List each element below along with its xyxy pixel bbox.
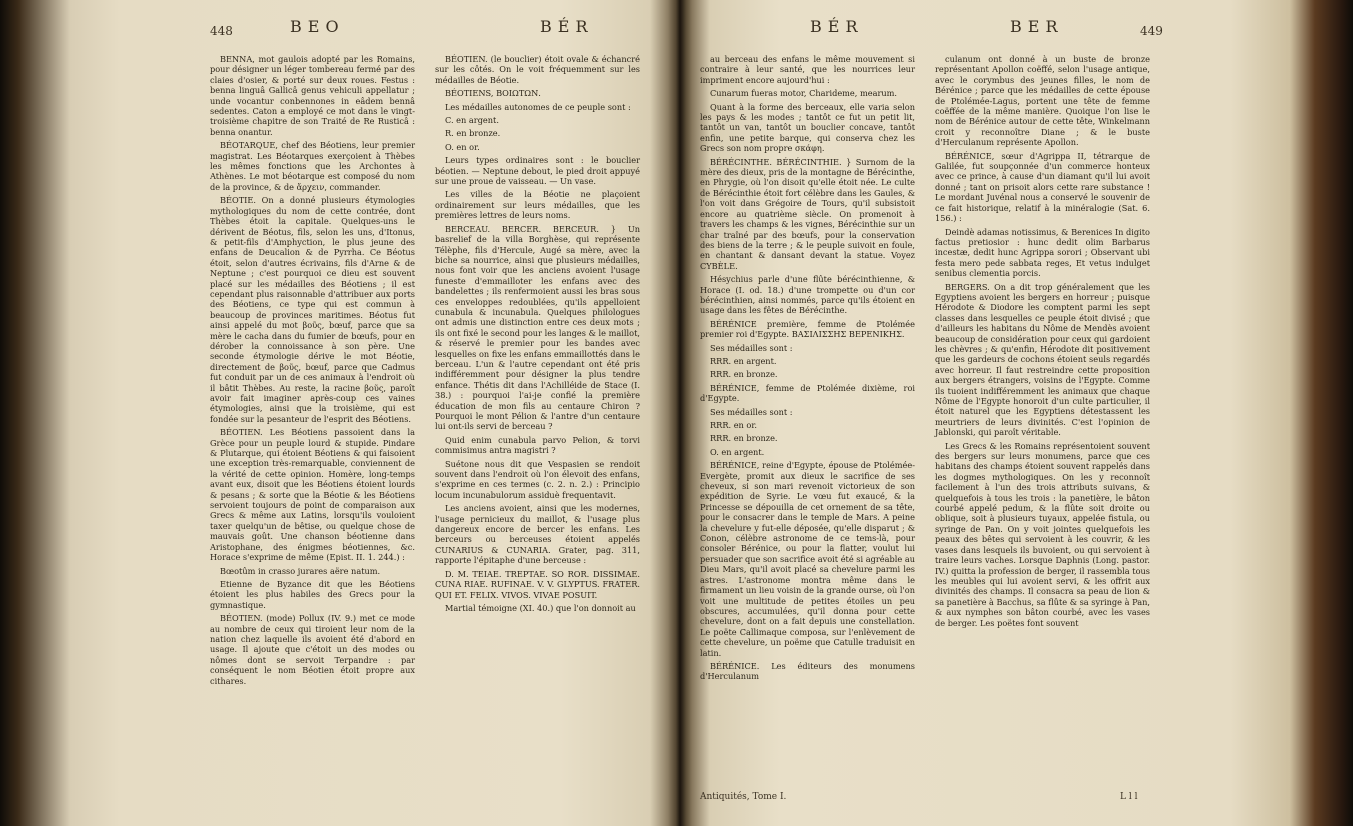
right-header-left: BÉR bbox=[810, 17, 864, 36]
paragraph: au berceau des enfans le même mouvement si contraire à leur santé, que les nourrices leur impriment encore aujourd'hui : bbox=[700, 54, 915, 85]
paragraph: R. en bronze. bbox=[445, 128, 501, 139]
paragraph: D. M. TEIAE. TREPTAE. SO ROR. DISSIMAE. CUNA RIAE. RUFINAE. V. V. GLYPTUS. FRATER. QUI ET. FELIX. VIVOS. VIVAE POSUIT. bbox=[435, 568, 640, 600]
paragraph: Leurs types ordinaires sont : le bouclier béotien. — Neptune debout, le pied droit appuyé sur une proue de vaisseau. — Un vase. bbox=[435, 155, 640, 187]
paragraph: Quant à la forme des berceaux, elle varia selon les pays & les modes ; tantôt ce fut un petit lit, tantôt un van, tantôt un bouclier concave, tantôt enfin, une petite barque, qui conserva chez les Grecs son nom propre σκάφη. bbox=[700, 101, 915, 154]
book-gutter bbox=[668, 0, 692, 826]
paragraph: RRR. en bronze. bbox=[710, 433, 778, 444]
paragraph: RRR. en bronze. bbox=[710, 369, 778, 380]
paragraph: Hésychius parle d'une flûte bérécinthienne, & Horace (I. od. 18.) d'une trompette ou d'un cor bérécinthien, ainsi nommés, parce qu'ils étoient en usage dans les fêtes de Bérécinthe. bbox=[700, 274, 915, 316]
paragraph: Les anciens avoient, ainsi que les modernes, l'usage pernicieux du maillot, & l'usage plus dangereux encore de bercer les enfans. Les berceurs ou berceuses étoient appelés CUNARIUS & CUNARIA. Grater, pag. 311, rapporte l'épitaphe d'une berceuse : bbox=[435, 503, 640, 566]
right-page-column-1 bbox=[700, 54, 915, 685]
paragraph: Martial témoigne (XI. 40.) que l'on donnoit au bbox=[445, 602, 636, 613]
signature-mark: L l l bbox=[1120, 792, 1138, 802]
paragraph: O. en argent. bbox=[710, 446, 765, 457]
paragraph: Les Grecs & les Romains représentoient souvent des bergers sur leurs monumens, parce que ces habitans des champs étoient souvent rappelés dans les dogmes mythologiques. On les y reconnoît facilement à l'un des trois attributs suivans, & quelquefois à tous les trois : la panetière, le bâton courbé appelé pedum, & la flûte soit droite ou oblique, soit à plusieurs tuyaux, appelée fistula, ou syringe de Pan. On y voit jointes quelquefois les peaux des bêtes qui servoient à les couvrir, & les vases dans lesquels ils buvoient, ou qui servoient à traire leurs vaches. Lorsque Daphnis (Long. pastor. IV.) quitta la profession de berger, il rassembla tous les meubles qui lui avoient servi, & les offrit aux divinités des champs. Il consacra sa peau de lion & sa panetière à Bacchus, sa flûte & sa syringe à Pan, & aux nymphes son bâton courbé, avec les vases de berger. Les poëtes font souvent bbox=[935, 440, 1150, 628]
paragraph: Bœotûm in crasso jurares aëre natum. bbox=[220, 565, 381, 576]
left-page-header bbox=[210, 17, 650, 46]
right-page-number: 449 bbox=[1140, 24, 1163, 38]
paragraph: Etienne de Byzance dit que les Béotiens étoient les plus habiles des Grecs pour la gymnastique. bbox=[210, 578, 415, 610]
paragraph: BÉRÉNICE. Les éditeurs des monumens d'Herculanum bbox=[700, 660, 915, 682]
paragraph: BÉRÉNICE, reine d'Egypte, épouse de Ptolémée-Evergète, promit aux dieux le sacrifice de ses cheveux, si son mari revenoit victorieux de son expédition de Syrie. Le vœu fut exaucé, & la Princesse se dépouilla de cet ornement de sa tête, pour le consacrer dans le temple de Mars. A peine la chevelure y fut-elle déposée, qu'elle disparut ; & Conon, célèbre astronome de ce tems-là, pour consoler Bérénice, ou pour la flatter, voulut lui persuader que son sacrifice avoit été si agréable au Dieu Mars, qu'il avoit placé sa chevelure parmi les astres. L'astronome montra même dans le firmament un lieu voisin de la grande ourse, où l'on voit une multitude de petites étoiles un peu obscures, accumulées, qu'il donna pour cette chevelure, dont on a fait depuis une constellation. Le poëte Callimaque composa, sur l'enlèvement de cette chevelure, un poëme que Catulle traduisit en latin. bbox=[700, 460, 915, 658]
paragraph: BÉOTIEN. (le bouclier) étoit ovale & échancré sur les côtés. On le voit fréquemment sur les médailles de Béotie. bbox=[435, 54, 640, 85]
paragraph: BÉOTARQUE, chef des Béotiens, leur premier magistrat. Les Béotarques exerçoient à Thèbes les mêmes fonctions que les Archontes à Athènes. Le mot béotarque est composé du nom de la province, & de ἄρχειν, commander. bbox=[210, 140, 415, 192]
paragraph: BÉOTIE. On a donné plusieurs étymologies mythologiques du nom de cette contrée, dont Thèbes étoit la capitale. Quelques-uns le dérivent de Béotus, fils, selon les uns, d'Itonus, & petit-fils d'Amphyction, le plus jeune des enfans de Deucalion & de Pyrrha. Ce Béotus étoit, selon d'autres écrivains, fils d'Arne & de Neptune ; c'est pourquoi ce dieu est souvent placé sur les médailles des Béotiens ; il est cependant plus raisonnable d'attribuer aux ports des Béotiens, ce type qui est commun à beaucoup de provinces maritimes. Béotus fut ainsi appelé du mot βοῦς, bœuf, parce que sa mère le cacha dans du fumier de bœufs, pour en dérober la connoissance à son père. Une seconde étymologie dérive le mot Béotie, directement de βοῦς, bœuf, parce que Cadmus fut conduit par un de ces animaux à l'endroit où il bâtit Thèbes. Au reste, la racine βοῦς, paroît avoir fait imaginer après-coup ces vaines étymologies, ainsi que la troisième, qui est fondée sur la pesanteur de l'esprit des Béotiens. bbox=[210, 195, 415, 424]
paragraph: BÉOTIEN. Les Béotiens passoient dans la Grèce pour un peuple lourd & stupide. Pindare & Plutarque, qui étoient Béotiens & qui faisoient une exception très-remarquable, conviennent de la vérité de cette opinion. Homère, long-temps avant eux, disoit que les Béotiens étoient lourds & pesans ; & sorte que la Béotie & les Béotiens servoient toujours de point de comparaison aux Grecs & même aux Latins, lorsqu'ils vouloient taxer quelqu'un de bêtise, ou quelque chose de mauvais goût. Une chanson béotienne dans Aristophane, des énigmes béotiennes, &c. Horace s'exprime de même (Epist. II. 1. 244.) : bbox=[210, 427, 415, 563]
left-header-right: BÉR bbox=[540, 17, 594, 36]
left-page-number: 448 bbox=[210, 24, 233, 38]
paragraph: Deindè adamas notissimus, & Berenices In digito factus pretiosior : hunc dedit olim Barbarus incestæ, dedit hunc Agrippa sorori ; Observant ubi festa mero pede sabbata reges, Et vetus indulget senibus clementia porcis. bbox=[935, 226, 1150, 279]
paragraph: BENNA, mot gaulois adopté par les Romains, pour désigner un léger tombereau fermé par des claies d'osier, & porté sur deux roues. Festus : benna linguâ Gallicâ genus vehiculi appellatur ; unde vocantur conbennones in eâdem bennâ sedentes. Caton a employé ce mot dans le vingt-troisième chapitre de son Traité de Re Rusticâ : benna onantur. bbox=[210, 54, 415, 137]
right-page-column-2 bbox=[935, 54, 1150, 631]
left-header-left: BEO bbox=[290, 17, 345, 36]
paragraph: RRR. en argent. bbox=[710, 355, 777, 366]
right-header-right: BER bbox=[1010, 17, 1064, 36]
paragraph: C. en argent. bbox=[445, 115, 499, 126]
paragraph: BÉRÉNICE première, femme de Ptolémée premier roi d'Egypte. ΒΑΣΙΛΙΣΣΗΣ ΒΕΡΕΝΙΚΗΣ. bbox=[700, 318, 915, 340]
paragraph: BERGERS. On a dit trop généralement que les Egyptiens avoient les bergers en horreur ; puisque Hérodote & Diodore les comptent parmi les sept classes dans lesquelles ce peuple étoit divisé ; que d'ailleurs les habitans du Nôme de Mendès avoient beaucoup de considération pour ceux qui gardoient les chèvres ; & qu'enfin, Hérodote dit positivement que les gardeurs de cochons étoient seuls regardés avec horreur. Il faut restreindre cette proposition aux bergers étrangers, voisins de l'Egypte. Comme ils tuoient indifféremment les animaux que chaque Nôme de l'Egypte honoroit d'un culte particulier, il étoit naturel que les Egyptiens détestassent les meurtriers de leurs divinités. C'est l'opinion de Jablonski, qui paroît véritable. bbox=[935, 281, 1150, 438]
paragraph: Les médailles autonomes de ce peuple sont : bbox=[445, 101, 631, 112]
paragraph: Les villes de la Béotie ne plaçoient ordinairement sur leurs médailles, que les premières lettres de leurs noms. bbox=[435, 189, 640, 221]
paragraph: Cunarum fueras motor, Charideme, mearum. bbox=[710, 88, 898, 99]
paragraph: culanum ont donné à un buste de bronze représentant Apollon coëffé, selon l'usage antique, avec le corymbus des jeunes filles, le nom de Bérénice ; parce que les médailles de cette épouse de Ptolémée-Lagus, portent une tête de femme coëffée de la même manière. Quoique l'on lise le nom de Bérénice autour de cette tête, Winkelmann croit y reconnoître Diane ; & le buste d'Herculanum représente Apollon. bbox=[935, 54, 1150, 148]
paragraph: BÉRÉNICE, femme de Ptolémée dixième, roi d'Egypte. bbox=[700, 382, 915, 404]
paragraph: BÉOTIEN. (mode) Pollux (IV. 9.) met ce mode au nombre de ceux qui tiroient leur nom de la nation chez laquelle ils avoient été d'abord en usage. Il ajoute que c'étoit un des modes ou nômes dont se servoit Terpandre : par conséquent le nom Béotien étoit propre aux cithares. bbox=[210, 613, 415, 686]
paragraph: Suétone nous dit que Vespasien se rendoit souvent dans l'endroit où l'on élevoit des enfans, s'exprime en ces termes (c. 2. n. 2.) : Principio locum incunabulorum assiduè frequentavit. bbox=[435, 458, 640, 500]
left-page-column-2 bbox=[435, 54, 640, 616]
paragraph: Ses médailles sont : bbox=[710, 342, 793, 353]
paragraph: Ses médailles sont : bbox=[710, 406, 793, 417]
paragraph: BÉRÉCINTHE. BÉRÉCINTHIE. } Surnom de la mère des dieux, pris de la montagne de Bérécinthe, en Phrygie, où l'on disoit qu'elle étoit née. Le culte de Bérécinthie étoit fort célèbre dans les Gaules, & l'on voit dans Grégoire de Tours, qu'il subsistoit encore au quatrième siècle. On promenoit à travers les champs & les vignes, Bérécinthie sur un char traîné par des bœufs, pour la conservation des biens de la terre ; & le peuple suivoit en foule, en chantant & dansant devant la statue. Voyez CYBÈLE. bbox=[700, 156, 915, 271]
right-page-header bbox=[700, 17, 1170, 46]
paragraph: Quid enim cunabula parvo Pelion, & torvi commisimus antra magistri ? bbox=[435, 434, 640, 456]
paragraph: BERCEAU. BERCER. BERCEUR. } Un basrelief de la villa Borghèse, qui représente Télèphe, fils d'Hercule, Augé sa mère, avec la biche sa nourrice, ainsi que plusieurs médailles, nous font voir que les anciens avoient l'usage funeste d'emmailloter les enfans avec des bandelettes ; ils renfermoient aussi les bras sous ces enveloppes redoublées, qu'ils appelloient cunabula & incunabula. Quelques philologues ont admis une distinction entre ces deux mots ; ils ont fixé le second pour les langes & le maillot, & réservé le premier pour les bandes avec lesquelles on fixe les enfans emmaillottés dans le berceau. L'un & l'autre cependant ont été pris indifféremment pour désigner la plus tendre enfance. Thétis dit dans l'Achilléide de Stace (I. 38.) : pourquoi l'ai-je confié la première éducation de mon fils au centaure Chiron ? Pourquoi le mont Pélion & l'antre d'un centaure lui ont-ils servi de berceau ? bbox=[435, 223, 640, 432]
left-page-column-1 bbox=[210, 54, 415, 689]
paragraph: BÉRÉNICE, sœur d'Agrippa II, tétrarque de Galilée, fut soupçonnée d'un commerce honteux avec ce prince, à cause d'un diamant qu'il lui avoit donné ; tant on prisoit alors cette rare substance ! Le mordant Juvénal nous a conservé le souvenir de ce fait historique, relatif à la minéralogie (Sat. 6. 156.) : bbox=[935, 150, 1150, 224]
paragraph: RRR. en or. bbox=[710, 420, 757, 430]
paragraph: O. en or. bbox=[445, 141, 480, 152]
paragraph: BÉOTIENS, ΒΟΙΩΤΩΝ. bbox=[445, 88, 541, 99]
page-footer: Antiquités, Tome I. bbox=[700, 792, 787, 802]
